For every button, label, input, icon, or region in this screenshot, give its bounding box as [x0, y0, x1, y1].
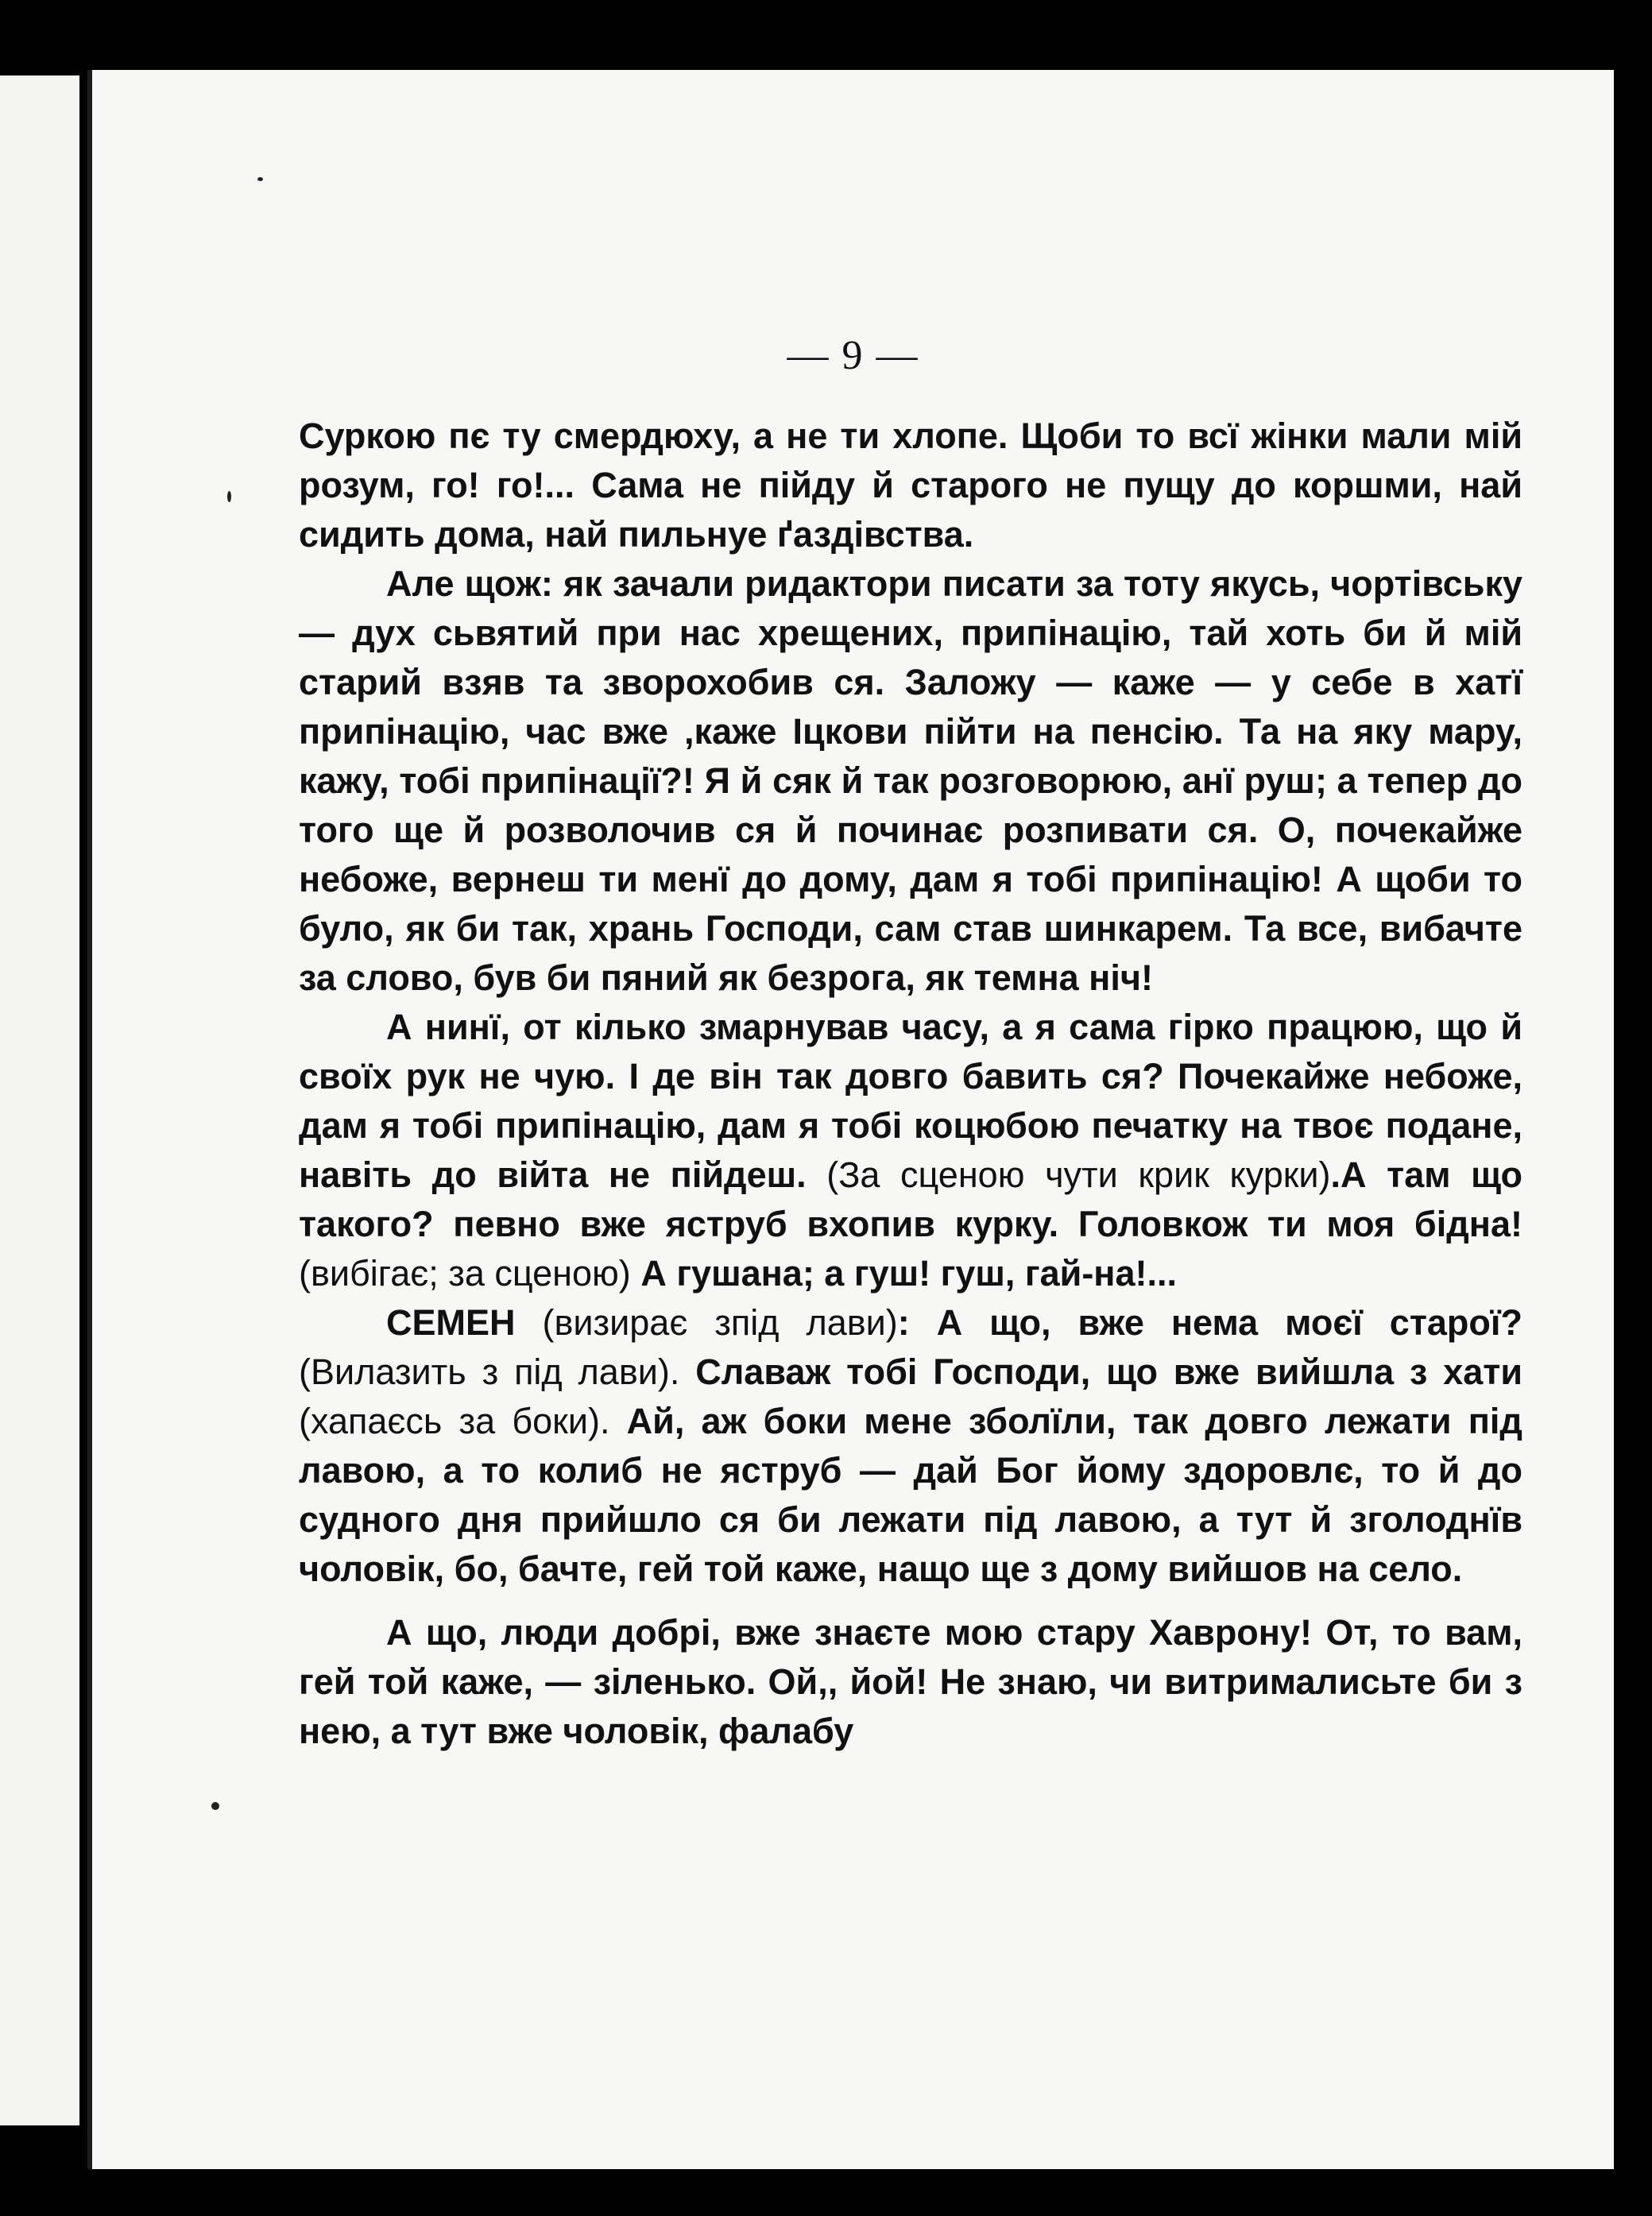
paragraph-4-ending: Ай, аж боки мене зболїли, так довго лежати під лавою, а то колиб не яструб — дай Бог йому здоровлє, то й до судного дня прийшло ся би лежати під лавою, а тут й зголоднїв чоловік, бо, бачте, гей той каже, нащо ще з дому вийшов на село.	[299, 1401, 1522, 1589]
paragraph-2: Але щож: як зачали ридактори писати за тоту якусь, чортівську — дух сьвятий при нас хрещених, припінацію, тай хоть би й мій старий взяв та зворохобив ся. Заложу — каже — у себе в хатї припінацію, час вже ,каже Іцкови пійти на пенсію. Та на яку мару, кажу, тобі припінації?! Я й сяк й так розговорюю, анї руш; а тепер до того ще й розволочив ся й починає розпивати ся. О, почекайже небоже, вернеш ти менї до дому, дам я тобі припінацію! А щоби то було, як би так, хрань Господи, сам став шинкарем. Та все, вибачте за слово, був би пяний як безрога, як темна ніч!	[299, 563, 1522, 998]
paragraph-3-text: А нинї, от кілько змарнував часу, а я сама гірко працюю, що й своїх рук не чую. І де він так довго бавить ся? Почекайже небоже, дам я тобі припінацію, дам я тобі коцюбою печатку на твоє подане, навіть до війта не пійдеш.	[299, 1007, 1522, 1195]
stage-direction-peeks: (визирає зпід лави)	[542, 1302, 898, 1343]
stage-direction-grabs-sides: (хапаєсь за боки).	[299, 1401, 610, 1441]
page-number: — 9 —	[787, 333, 919, 378]
paragraph-3	[299, 1003, 1522, 1298]
paragraph-4-continued: Славаж тобі Господи, що вже вийшла з хати	[695, 1352, 1522, 1392]
speck	[227, 491, 231, 502]
paragraph-1: Суркою пє ту смердюху, а не ти хлопе. Щоби то всї жінки мали мій розум, го! го!... Сама не пійду й старого не пущу до коршми, най сидить дома, най пильнуе ґаздівства.	[299, 416, 1522, 555]
previous-page-edge	[0, 75, 79, 2125]
speaker-name: СЕМЕН	[386, 1302, 516, 1343]
stage-direction-crawls-out: (Вилазить з під лави).	[299, 1352, 680, 1392]
paragraph-5: А що, люди добрі, вже знаєте мою стару Хаврону! От, то вам, гей той каже, — зіленько. Ой,, йой! Не знаю, чи витрималисьте би з нею, а тут вже чоловік, фалабу	[299, 1612, 1522, 1751]
paragraph-3-ending: А гушана; а гуш! гуш, гай-на!...	[640, 1253, 1178, 1294]
page-text	[299, 412, 1522, 1756]
book-page	[87, 70, 1614, 2169]
stage-direction-chicken: (За сценою чути крик курки)	[826, 1154, 1331, 1195]
paragraph-gap	[299, 1594, 1522, 1608]
paragraph-4-text: : А що, вже нема моєї старої?	[897, 1302, 1522, 1343]
paragraph-3-continued: .А там що такого? певно вже яструб вхопив курку. Головкож ти моя бідна!	[299, 1154, 1522, 1244]
paragraph-4	[299, 1298, 1522, 1594]
speck	[257, 177, 263, 181]
stage-direction-runs-out: (вибігає; за сценою)	[299, 1253, 631, 1294]
speck	[211, 1802, 219, 1810]
